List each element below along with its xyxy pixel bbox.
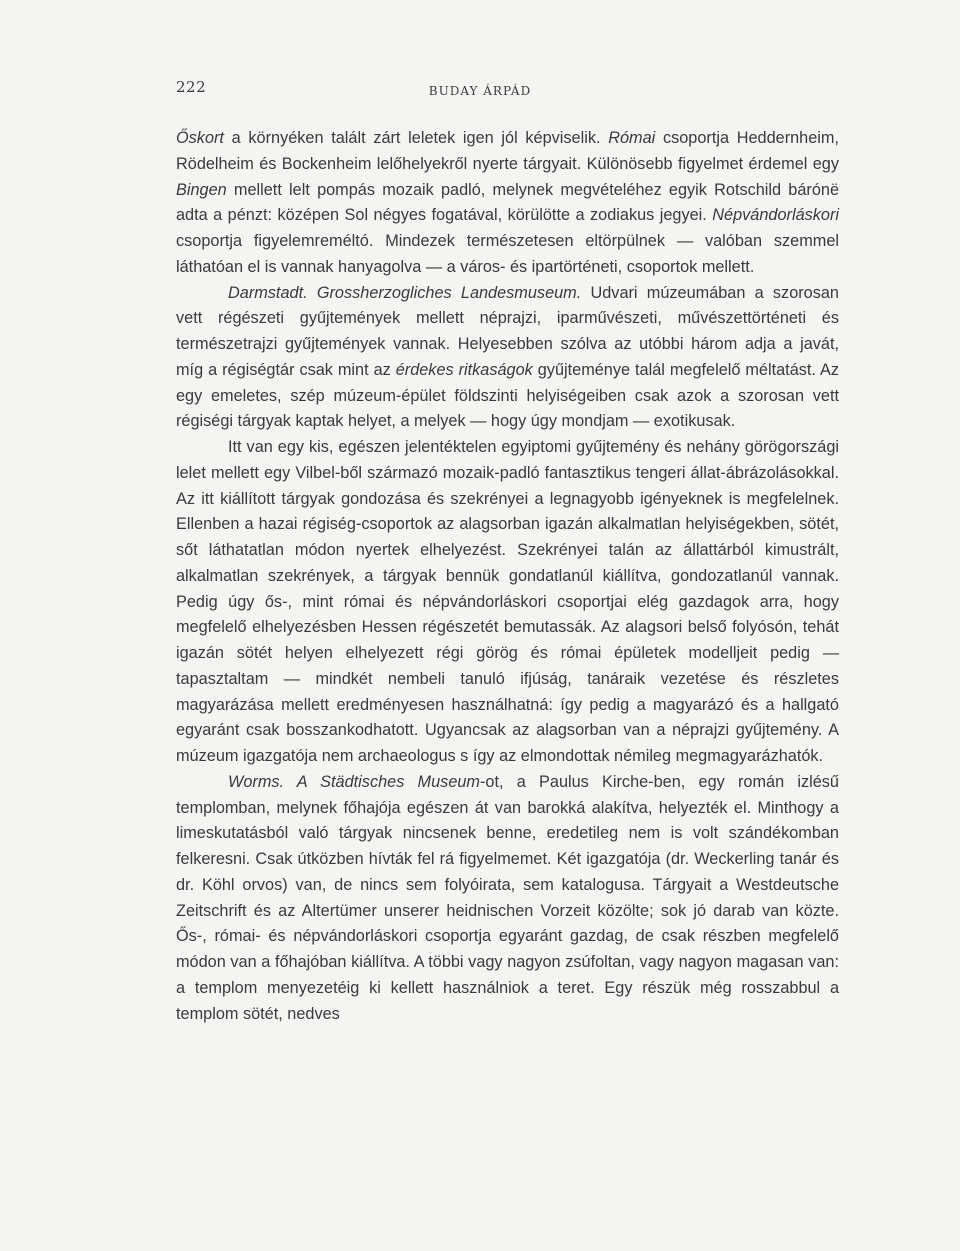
italic-text: Worms. A Städtisches Museum: [228, 772, 480, 791]
italic-text: érdekes ritkaságok: [395, 360, 533, 379]
italic-text: Őskort: [176, 129, 224, 147]
paragraph: [176, 770, 839, 1028]
text-run: gyűjteménye talál megfelelő méltatást. Az egy emeletes, szép múzeum-épület földszinti helyiségeiben csak azok a szorosan vett régiségi tárgyak kaptak helyet, a melyek — hogy úgy mondjam — exotikusak.: [176, 360, 839, 431]
paragraph: [176, 126, 839, 281]
text-run: Itt van egy kis, egészen jelentéktelen egyiptomi gyűjtemény és nehány görögországi lelet mellett egy Vilbel-ből származó mozaik-padló fantasztikus tengeri állat-ábrázolásokkal. Az itt kiállított tárgyak gondozása és szekrényei a legnagyobb igényeknek is megfelelnek. Ellenben a hazai régiség-csoportok az alagsorban igazán alkalmatlan helyiségekben, sötét, sőt láthatatlan módon nyertek elhelyezést. Szekrényei talán az állattárból kimustrált, alkalmatlan szekrények, a tárgyak bennük gondatlanúl kiállítva, gondozatlanúl vannak. Pedig úgy ős-, mint római és népvándorláskori csoportjai elég gazdagok arra, hogy megfelelő elhelyezésben Hessen régészetét bemutassák. Az alagsori belső folyósón, tehát igazán sötét helyen elhelyezett régi görög és római épületek modelljeit pedig — tapasztaltam — mindkét nembeli tanuló ifjúság, tanáraik vezetése és részletes magyarázása mellett eredményesen használhatná: így pedig a magyarázó és a hallgató egyaránt csak bosszankodhatott. Ugyancsak az alagsorban van a néprajzi gyűjtemény. A múzeum igazgatója nem archaeologus s így az elmondottak némileg megmagyarázhatók.: [176, 438, 839, 765]
text-run: mellett lelt pompás mozaik padló, melynek megvételéhez egyik Rotschild bárónë adta a pénzt: középen Sol négyes fogatával, körülötte a zodiakus jegyei.: [176, 180, 839, 225]
text-run: csoportja figyelemreméltó. Mindezek természetesen eltörpülnek — valóban szemmel láthatóan el is vannak hanyagolva — a város- és ipartörténeti, csoportok mellett.: [176, 232, 839, 276]
italic-text: Népvándorláskori: [712, 206, 839, 225]
paragraph: [176, 281, 839, 436]
paragraph: [176, 435, 839, 770]
text-run: csoportja Heddernheim, Rödelheim és Bockenheim lelőhelyekről nyerte tárgyait. Különösebb figyelmet érdemel egy: [176, 129, 839, 173]
body-text: [176, 126, 839, 1027]
italic-text: Római: [608, 129, 656, 147]
italic-text: Bingen: [176, 180, 227, 199]
text-run: Udvari múzeumában a szorosan vett régészeti gyűjtemények mellett néprajzi, iparművészeti, művészettörténeti és természetrajzi gyűjtemények vannak. Helyesebben szólva az utóbbi három adja a javát, míg a régiségtár csak mint az: [176, 283, 839, 379]
text-run: a környéken talált zárt leletek igen jól képviselik.: [223, 129, 609, 147]
page-number: 222: [176, 78, 207, 96]
running-head: BUDAY ÁRPÁD: [428, 84, 532, 98]
italic-text: Darmstadt. Grossherzogliches Landesmuseum.: [228, 283, 582, 302]
text-run: -ot, a Paulus Kirche-ben, egy román izlésű templomban, melynek főhajója egészen át van barokká alakítva, helyezték el. Minthogy a limeskutatásból való tárgyak nincsenek benne, eredetileg nem is volt szándékomban felkeresni. Csak útközben hívták fel rá figyelmemet. Két igazgatója (dr. Weckerling tanár és dr. Köhl orvos) van, de nincs sem folyóirata, sem katalogusa. Tárgyait a Westdeutsche Zeitschrift és az Altertümer unserer heidnischen Vorzeit közölte; sok jó darab van közte. Ős-, római- és népvándorláskori csoportja egyaránt gazdag, de csak részben megfelelő módon van a főhajóban kiállítva. A többi vagy nagyon zsúfoltan, vagy nagyon magasan van: a templom menyezetéig ki kellett használniok a teret. Egy részük még rosszabbul a templom sötét, nedves: [176, 772, 839, 1023]
